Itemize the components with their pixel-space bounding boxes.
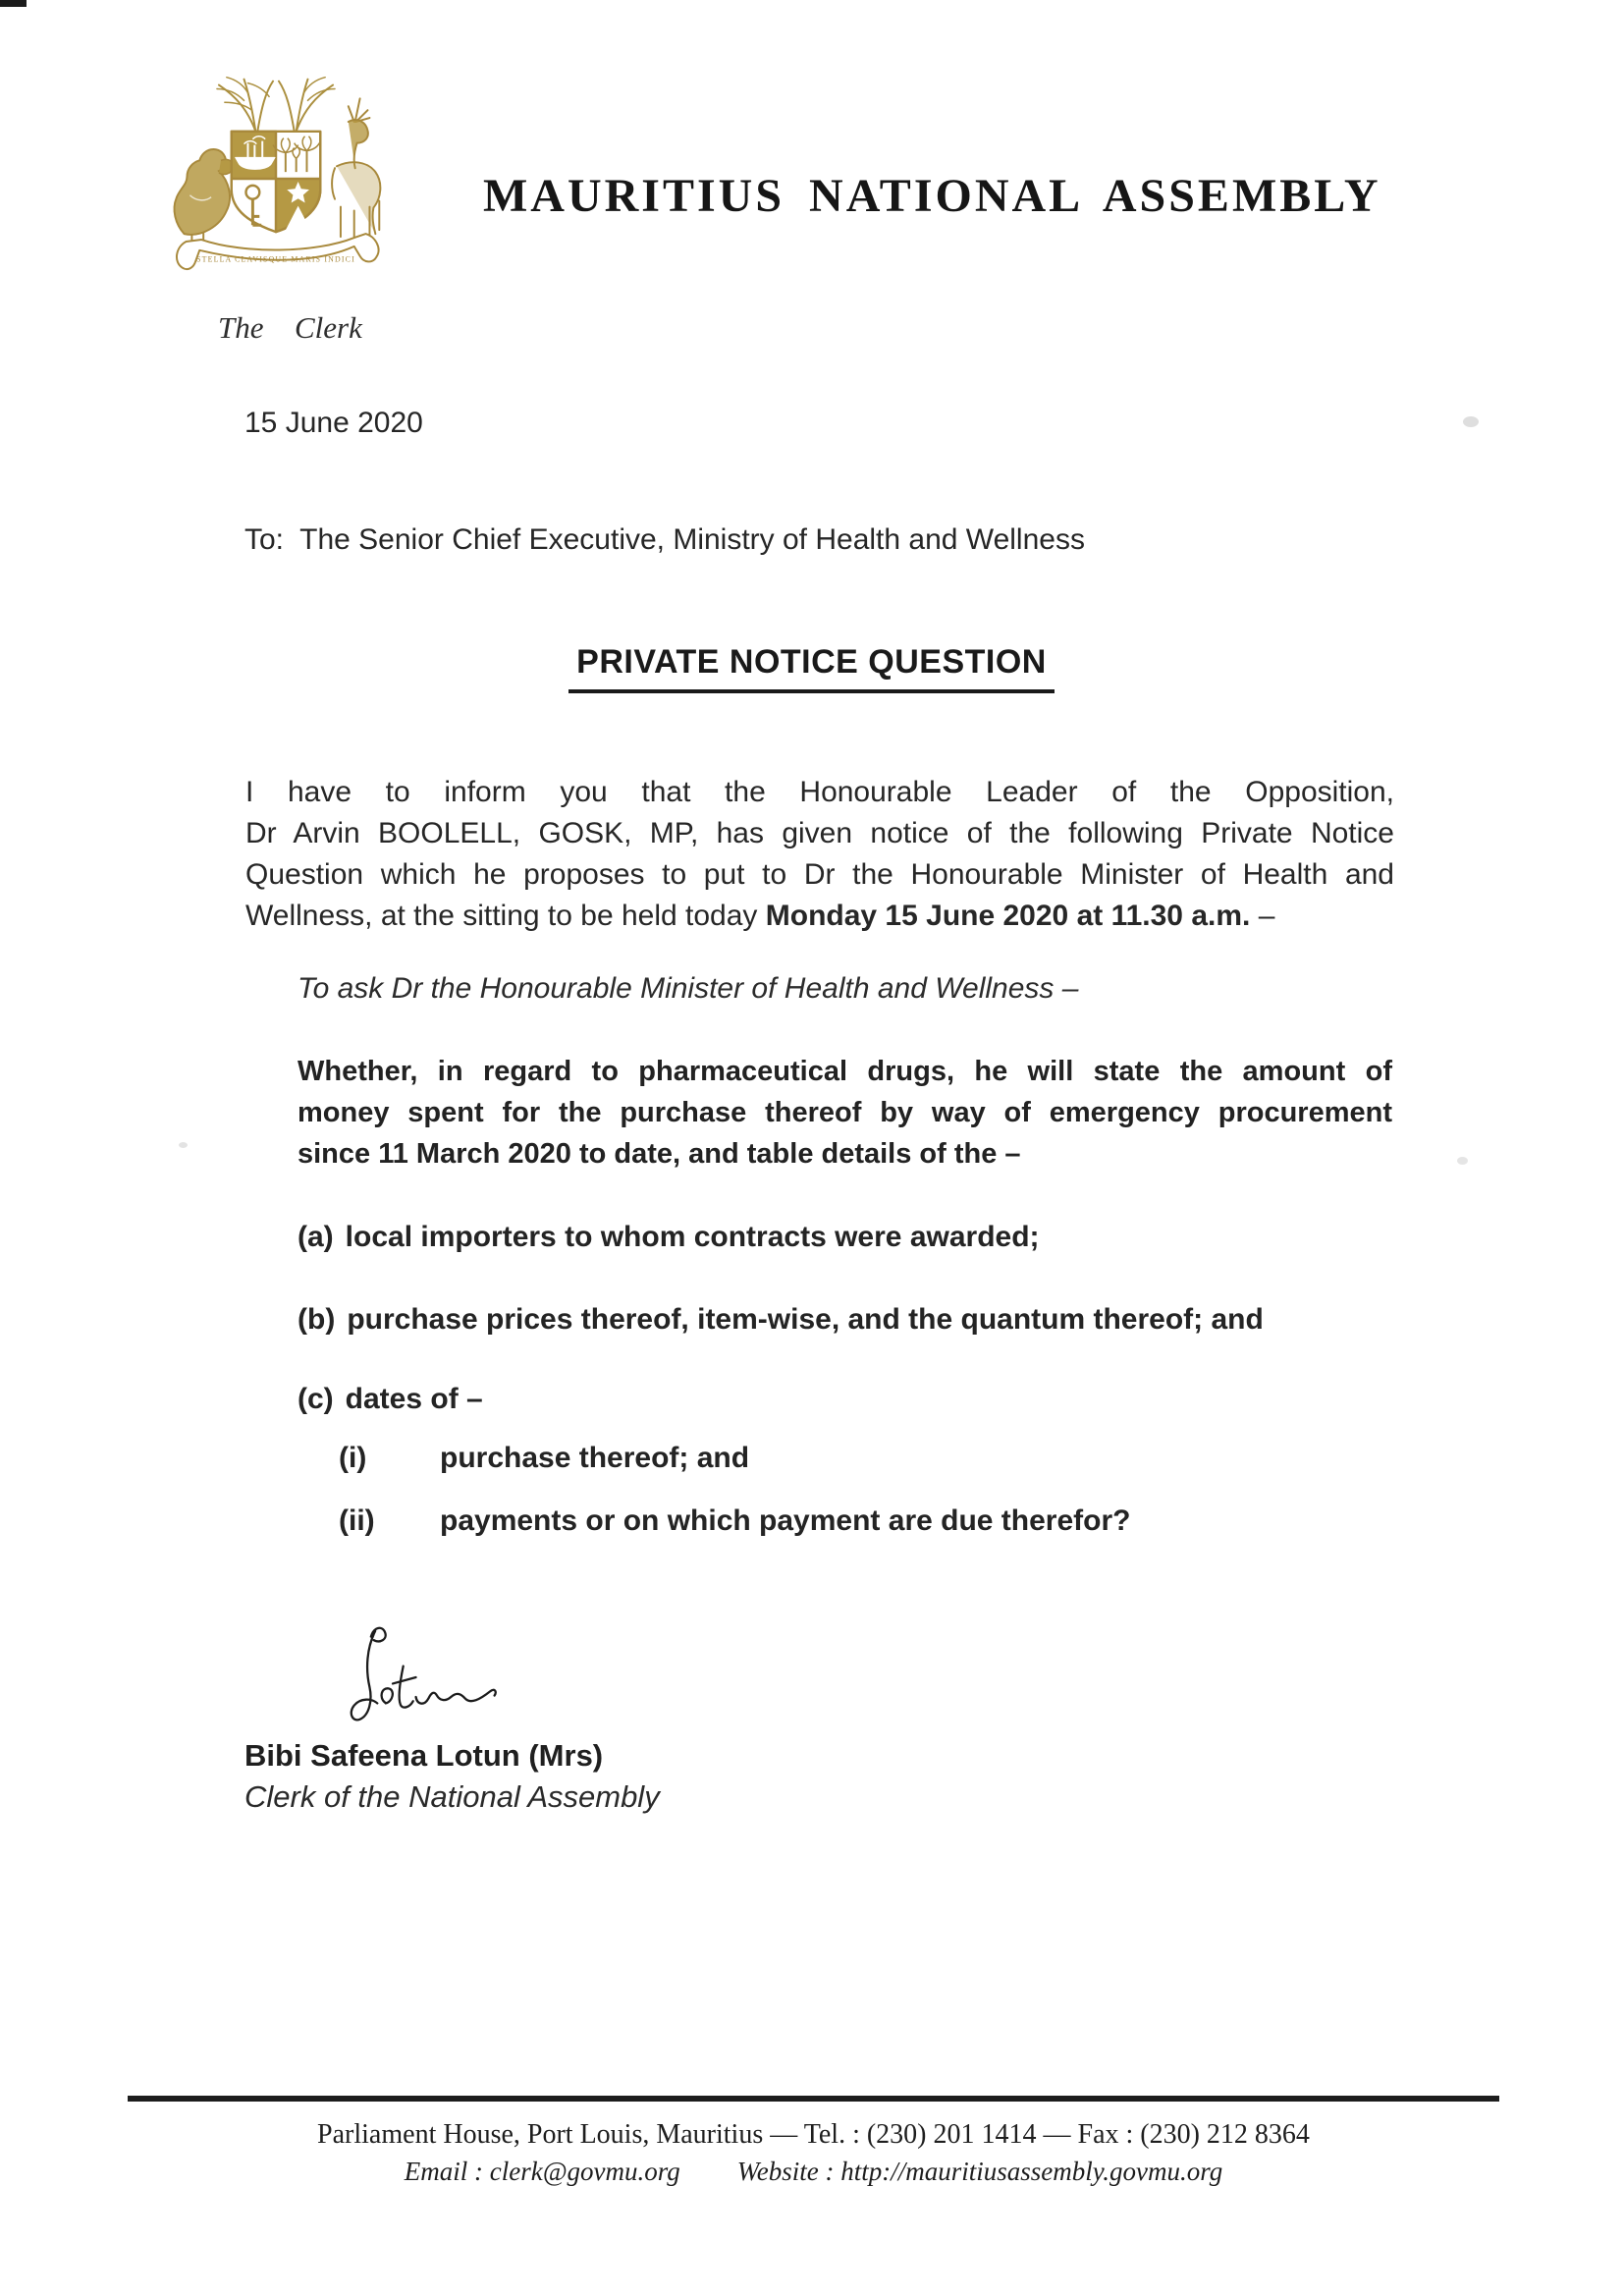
question-line: since 11 March 2020 to date, and table details of the –: [298, 1138, 1021, 1170]
sugarcane-icon: [217, 78, 335, 132]
list-item-text: purchase prices thereof, item-wise, and the quantum thereof; and: [347, 1303, 1264, 1336]
list-item-text: dates of –: [345, 1383, 483, 1415]
intro-paragraph: [245, 772, 1394, 937]
deer-icon: [332, 98, 380, 238]
intro-last-normal: Wellness, at the sitting to be held today: [245, 900, 766, 932]
signer-role: Clerk of the National Assembly: [244, 1779, 660, 1814]
assembly-title: MAURITIUS NATIONAL ASSEMBLY: [483, 170, 1381, 222]
signer-name: Bibi Safeena Lotun (Mrs): [244, 1738, 604, 1773]
heading-wrap: [0, 642, 1623, 693]
intro-line: [245, 896, 1394, 937]
sub-item-ii: [339, 1504, 1130, 1538]
list-item-label: (a): [298, 1221, 334, 1253]
question-paragraph: [298, 1051, 1392, 1175]
pnq-heading: PRIVATE NOTICE QUESTION: [568, 642, 1055, 693]
sub-item-label: (ii): [339, 1504, 375, 1537]
motto-ribbon: [177, 234, 379, 269]
scan-artifact: [179, 1142, 188, 1148]
email-label: Email :: [404, 2157, 490, 2186]
shield-icon: [232, 132, 321, 234]
list-item-a: [298, 1221, 1040, 1254]
intro-last-tail: –: [1250, 900, 1275, 932]
sub-item-i: [339, 1442, 749, 1475]
website-label: Website :: [736, 2157, 841, 2186]
footer-rule: [128, 2096, 1499, 2102]
sub-item-label: (i): [339, 1442, 367, 1474]
signature: [324, 1618, 501, 1741]
office-title: The Clerk: [218, 310, 362, 345]
list-item-text: local importers to whom contracts were awarded;: [345, 1221, 1040, 1253]
recipient-line: To: The Senior Chief Executive, Ministry of Health and Wellness: [244, 523, 1085, 556]
scan-artifact: [1463, 416, 1479, 427]
list-item-b: [298, 1303, 1264, 1337]
email-value: clerk@govmu.org: [489, 2157, 680, 2186]
scan-artifact: [1457, 1157, 1468, 1165]
footer-address-line: Parliament House, Port Louis, Mauritius — Tel. : (230) 201 1414 — Fax : (230) 212 8364: [317, 2119, 1310, 2150]
scan-artifact: [0, 0, 27, 7]
footer-contact-line: [128, 2157, 1499, 2187]
dodo-icon: [175, 149, 234, 246]
sitting-datetime: Monday 15 June 2020 at 11.30 a.m.: [765, 900, 1251, 932]
sub-item-text: payments or on which payment are due therefor?: [440, 1504, 1131, 1537]
intro-line: Dr Arvin BOOLELL, GOSK, MP, has given notice of the following Private Notice: [245, 817, 1394, 849]
intro-line: I have to inform you that the Honourable Leader of the Opposition,: [245, 776, 1394, 808]
list-item-label: (b): [298, 1303, 336, 1336]
question-line: Whether, in regard to pharmaceutical drugs, he will state the amount of: [298, 1056, 1392, 1087]
website-value: http://mauritiusassembly.govmu.org: [840, 2157, 1223, 2186]
list-item-label: (c): [298, 1383, 334, 1415]
ask-line: To ask Dr the Honourable Minister of Health and Wellness –: [298, 972, 1079, 1005]
question-line: money spent for the purchase thereof by way of emergency procurement: [298, 1097, 1392, 1128]
sub-item-text: purchase thereof; and: [440, 1442, 750, 1474]
list-item-c: [298, 1383, 483, 1416]
motto-text: STELLA CLAVISQUE MARIS INDICI: [196, 254, 355, 264]
coat-of-arms-emblem: [155, 71, 397, 290]
intro-line: Question which he proposes to put to Dr the Honourable Minister of Health and: [245, 858, 1394, 891]
letter-date: 15 June 2020: [244, 407, 423, 439]
